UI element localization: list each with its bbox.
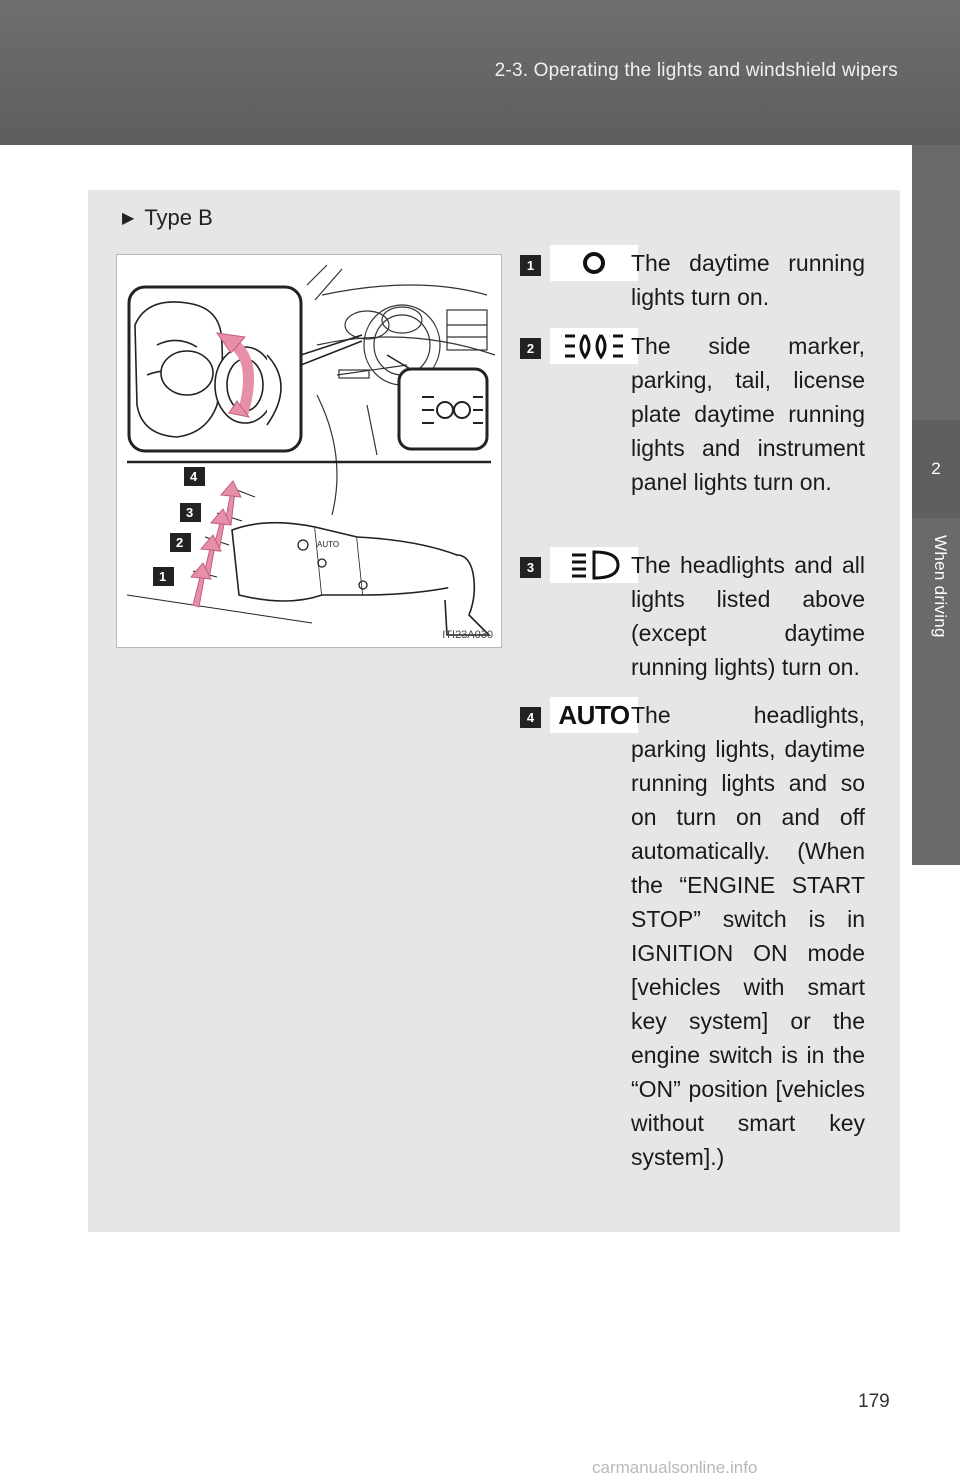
section-title: 2-3. Operating the lights and windshield wipers bbox=[494, 60, 898, 81]
chapter-label: When driving bbox=[931, 535, 950, 638]
callout-3: 3 bbox=[186, 505, 194, 520]
item-text-1: The daytime running lights turn on. bbox=[631, 250, 865, 310]
headlight-switch-figure bbox=[116, 254, 502, 648]
chapter-number-tab: 2 bbox=[912, 420, 960, 518]
type-heading bbox=[122, 205, 213, 231]
auto-icon bbox=[550, 697, 638, 733]
side-tab-upper bbox=[912, 145, 960, 420]
page-number: 179 bbox=[858, 1391, 890, 1412]
side-marker-light-icon bbox=[550, 328, 638, 364]
item-badge-3: 3 bbox=[520, 557, 541, 578]
item-badge-2: 2 bbox=[520, 338, 541, 359]
page-header bbox=[0, 0, 960, 145]
item-text-3: The headlights and all lights listed above (except daytime running lights) turn on. bbox=[631, 552, 865, 680]
figure-code: ITI23A030 bbox=[442, 629, 493, 641]
headlight-switch-illustration bbox=[117, 255, 501, 647]
callout-1: 1 bbox=[159, 569, 167, 584]
auto-icon-text: AUTO bbox=[558, 699, 630, 730]
lever-auto-label: AUTO bbox=[317, 540, 340, 549]
watermark: carmanualsonline.info bbox=[592, 1458, 758, 1477]
daytime-running-light-icon bbox=[550, 245, 638, 281]
triangle-bullet-icon: ▶ bbox=[122, 210, 135, 227]
callout-4: 4 bbox=[190, 469, 198, 484]
callout-2: 2 bbox=[176, 535, 184, 550]
item-text-4: The headlights, parking lights, daytime running lights and so on turn on and off automatically. (When the “ENGINE START STOP” switch is in IGNITION ON mode [vehicles with smart key system] or the engine switch is in the “ON” position [vehicles without smart key system].) bbox=[631, 702, 865, 1170]
headlight-icon bbox=[550, 547, 638, 583]
type-heading-text: Type B bbox=[144, 205, 213, 230]
item-badge-1: 1 bbox=[520, 255, 541, 276]
item-text-2: The side marker, parking, tail, license plate daytime running lights and instrument panel lights turn on. bbox=[631, 333, 865, 495]
figure-callouts bbox=[153, 467, 205, 586]
lever-drawing bbox=[232, 523, 489, 635]
item-badge-4: 4 bbox=[520, 707, 541, 728]
